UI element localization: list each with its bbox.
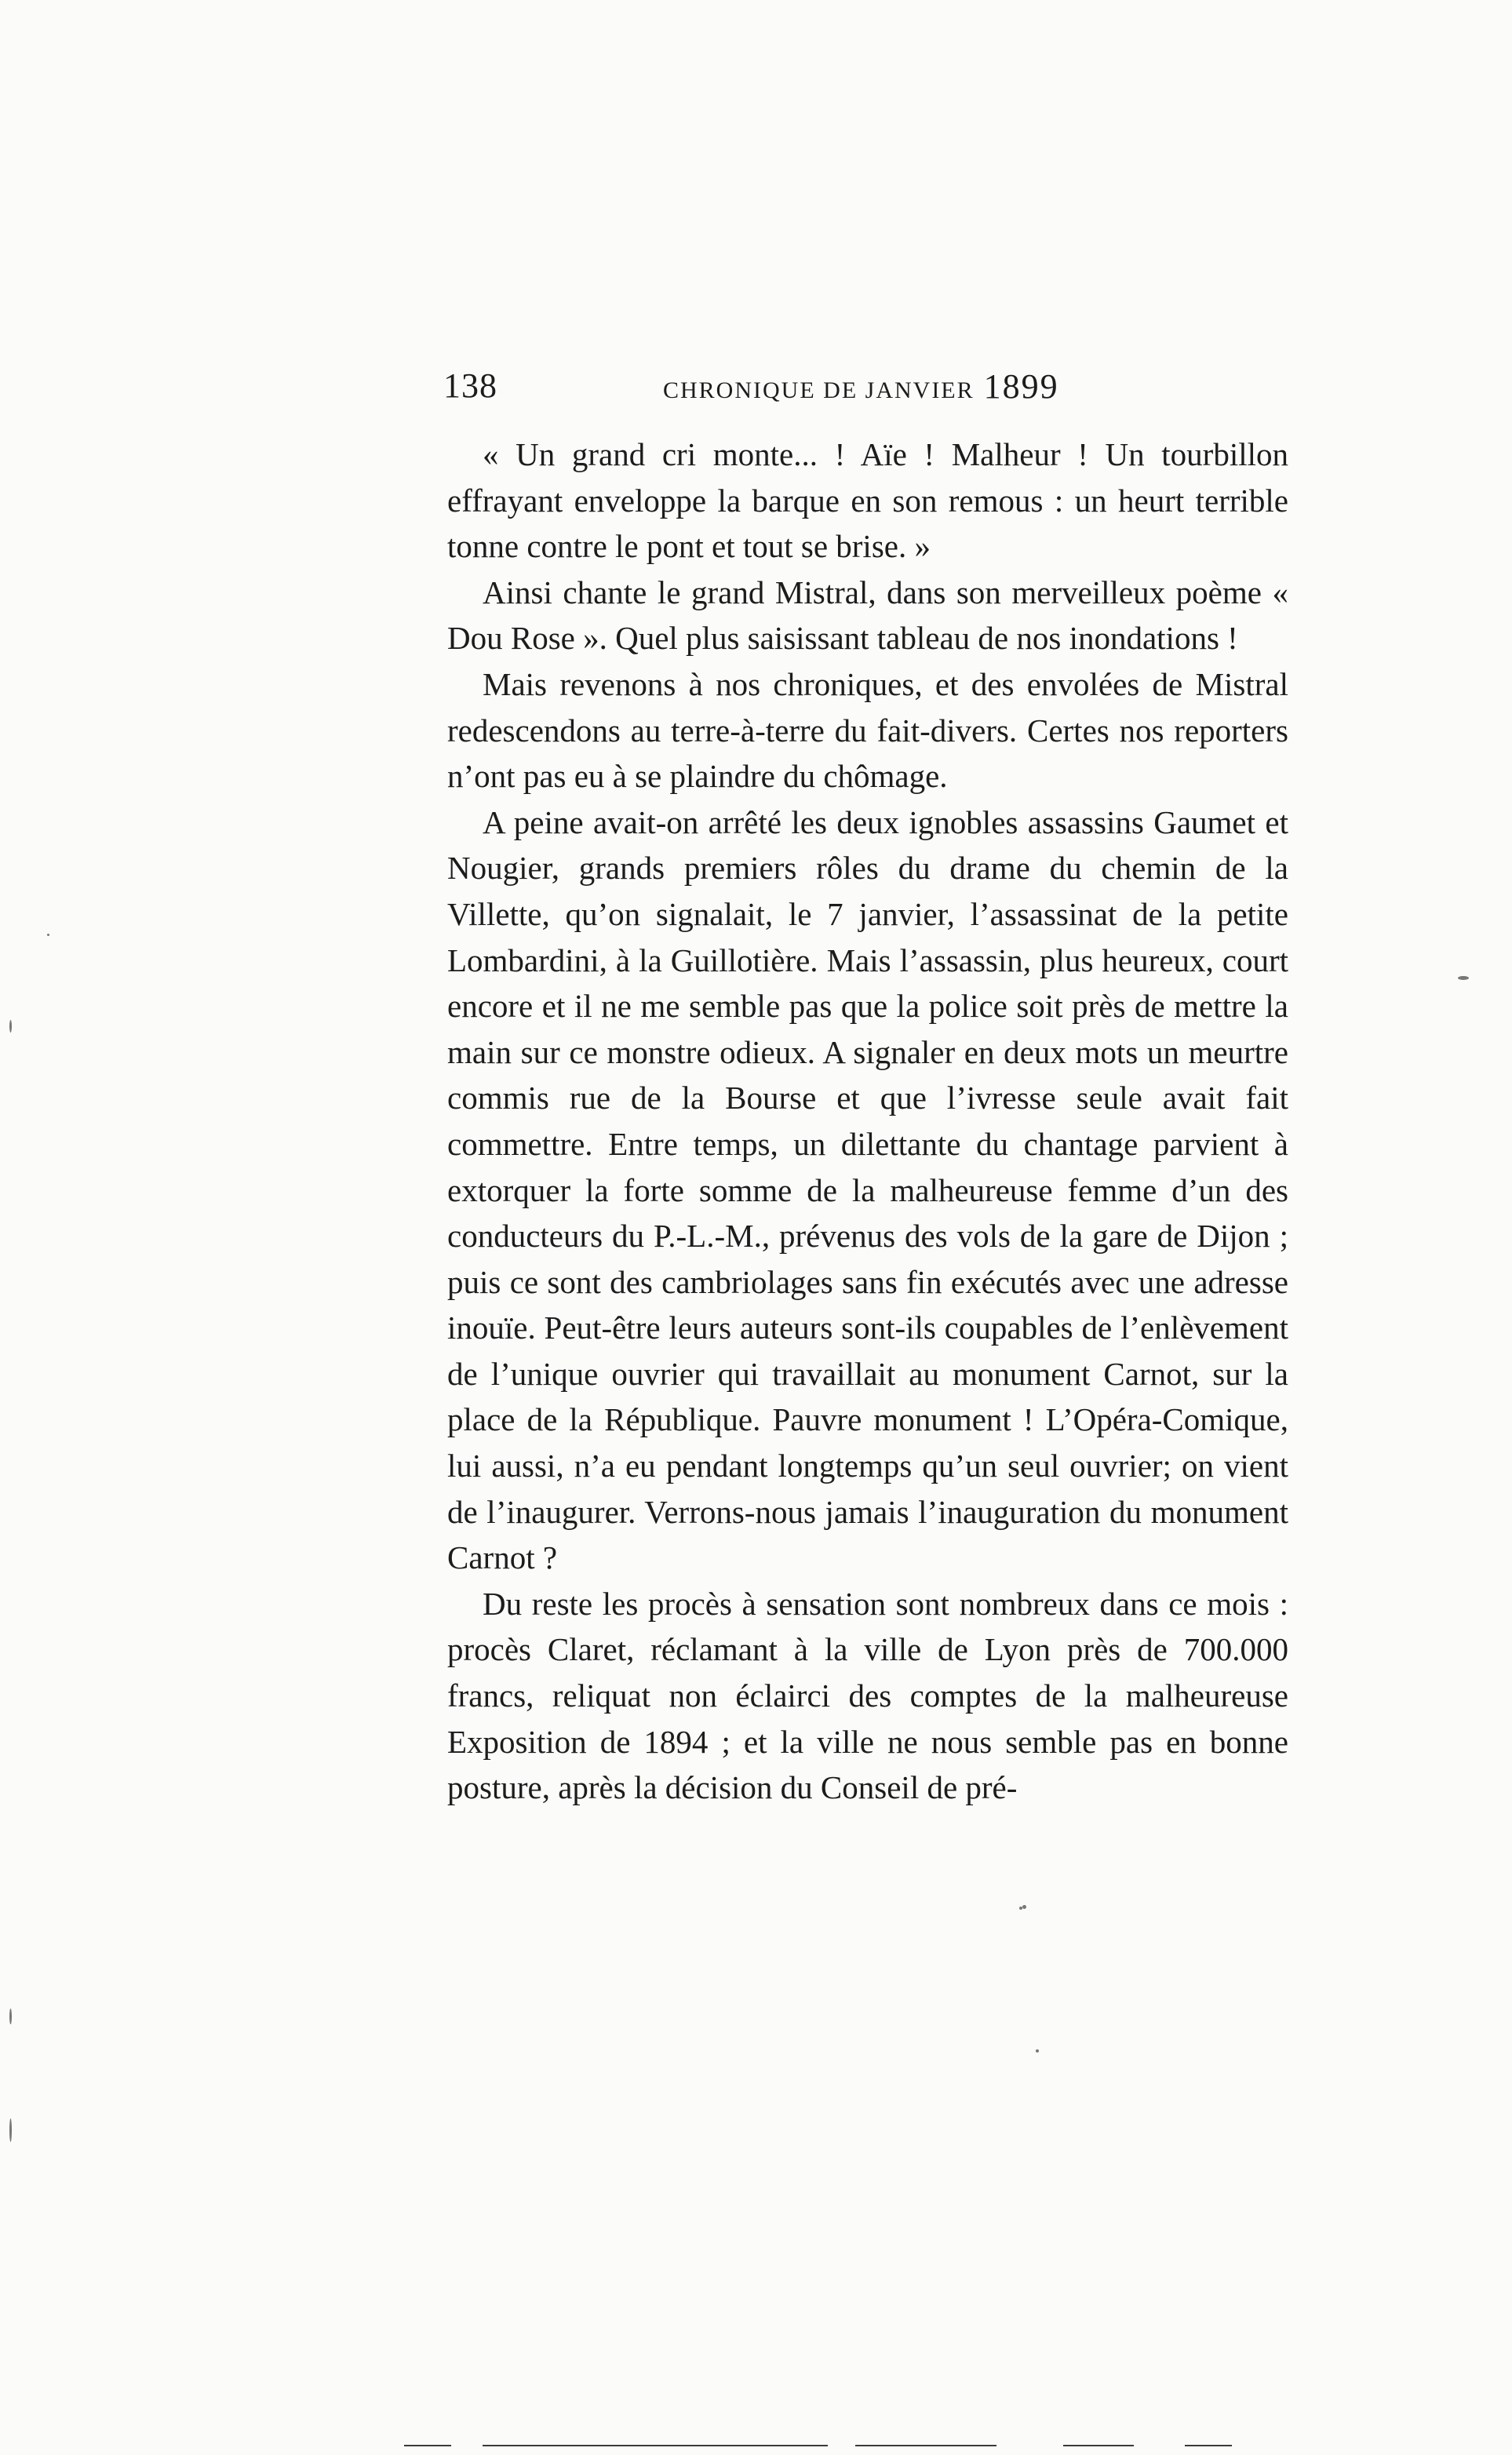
paragraph-3: Mais revenons à nos chroniques, et des envolées de Mistral redescendons au terre-à-terre du fait-divers. Certes nos reporters n’ont pas eu à se plaindre du chômage. [447, 665, 1288, 795]
scan-speck [47, 934, 49, 936]
bottom-rule [1063, 2445, 1134, 2446]
page-number: 138 [443, 366, 497, 405]
scan-speck [1022, 1905, 1026, 1909]
paragraph-2: Ainsi chante le grand Mistral, dans son merveilleux poème « Dou Rose ». Quel plus saisissant tableau de nos inondations ! [447, 574, 1288, 657]
paragraph-4: A peine avait-on arrêté les deux ignobles assassins Gaumet et Nougier, grands premiers rôles du drame du chemin de la Villette, qu’on signalait, le 7 janvier, l’assassinat de la petite Lombardini, à la Guillotière. Mais l’assassin, plus heureux, court encore et il ne me semble pas que la police soit près de mettre la main sur ce monstre odieux. A signaler en deux mots un meurtre commis rue de la Bourse et que l’ivresse seule avait fait commettre. Entre temps, un dilettante du chantage parvient à extorquer la forte somme de la malheureuse femme d’un des conducteurs du P.-L.-M., prévenus des vols de la gare de Dijon ; puis ce sont des cambriolages sans fin exécutés avec une adresse inouïe. Peut-être leurs auteurs sont-ils coupables de l’enlèvement de l’unique ouvrier qui travaillait au monument Carnot, sur la place de la République. Pauvre monument ! L’Opéra-Comique, lui aussi, n’a eu pendant longtemps qu’un seul ouvrier; on vient de l’inaugurer. Verrons-nous jamais l’inauguration du monument Carnot ? [447, 803, 1288, 1576]
scan-speck [9, 1020, 12, 1033]
paragraph-1: « Un grand cri monte... ! Aïe ! Malheur ! Un tourbillon effrayant enveloppe la barque en son remous : un heurt terrible tonne contre le pont et tout se brise. » [447, 436, 1288, 565]
scan-speck [9, 2009, 12, 2024]
bottom-rule [483, 2445, 828, 2446]
scan-speck [9, 2118, 12, 2142]
paragraph-5: Du reste les procès à sensation sont nombreux dans ce mois : procès Claret, réclamant à la ville de Lyon près de 700.000 francs, reliquat non éclairci des comptes de la malheureuse Exposition de 1894 ; et la ville ne nous semble pas en bonne posture, après la décision du Conseil de pré- [447, 1585, 1288, 1806]
scan-speck [1019, 1907, 1022, 1910]
bottom-rule [404, 2445, 451, 2446]
bottom-rule [855, 2445, 996, 2446]
scan-speck [1036, 2049, 1039, 2053]
body-text [447, 432, 1288, 1811]
running-title [663, 367, 1059, 410]
bottom-rule [1185, 2445, 1232, 2446]
running-head [443, 362, 1095, 417]
running-title-text: CHRONIQUE DE JANVIER [663, 377, 975, 403]
scan-speck [1458, 976, 1469, 980]
running-title-year: 1899 [983, 367, 1059, 406]
